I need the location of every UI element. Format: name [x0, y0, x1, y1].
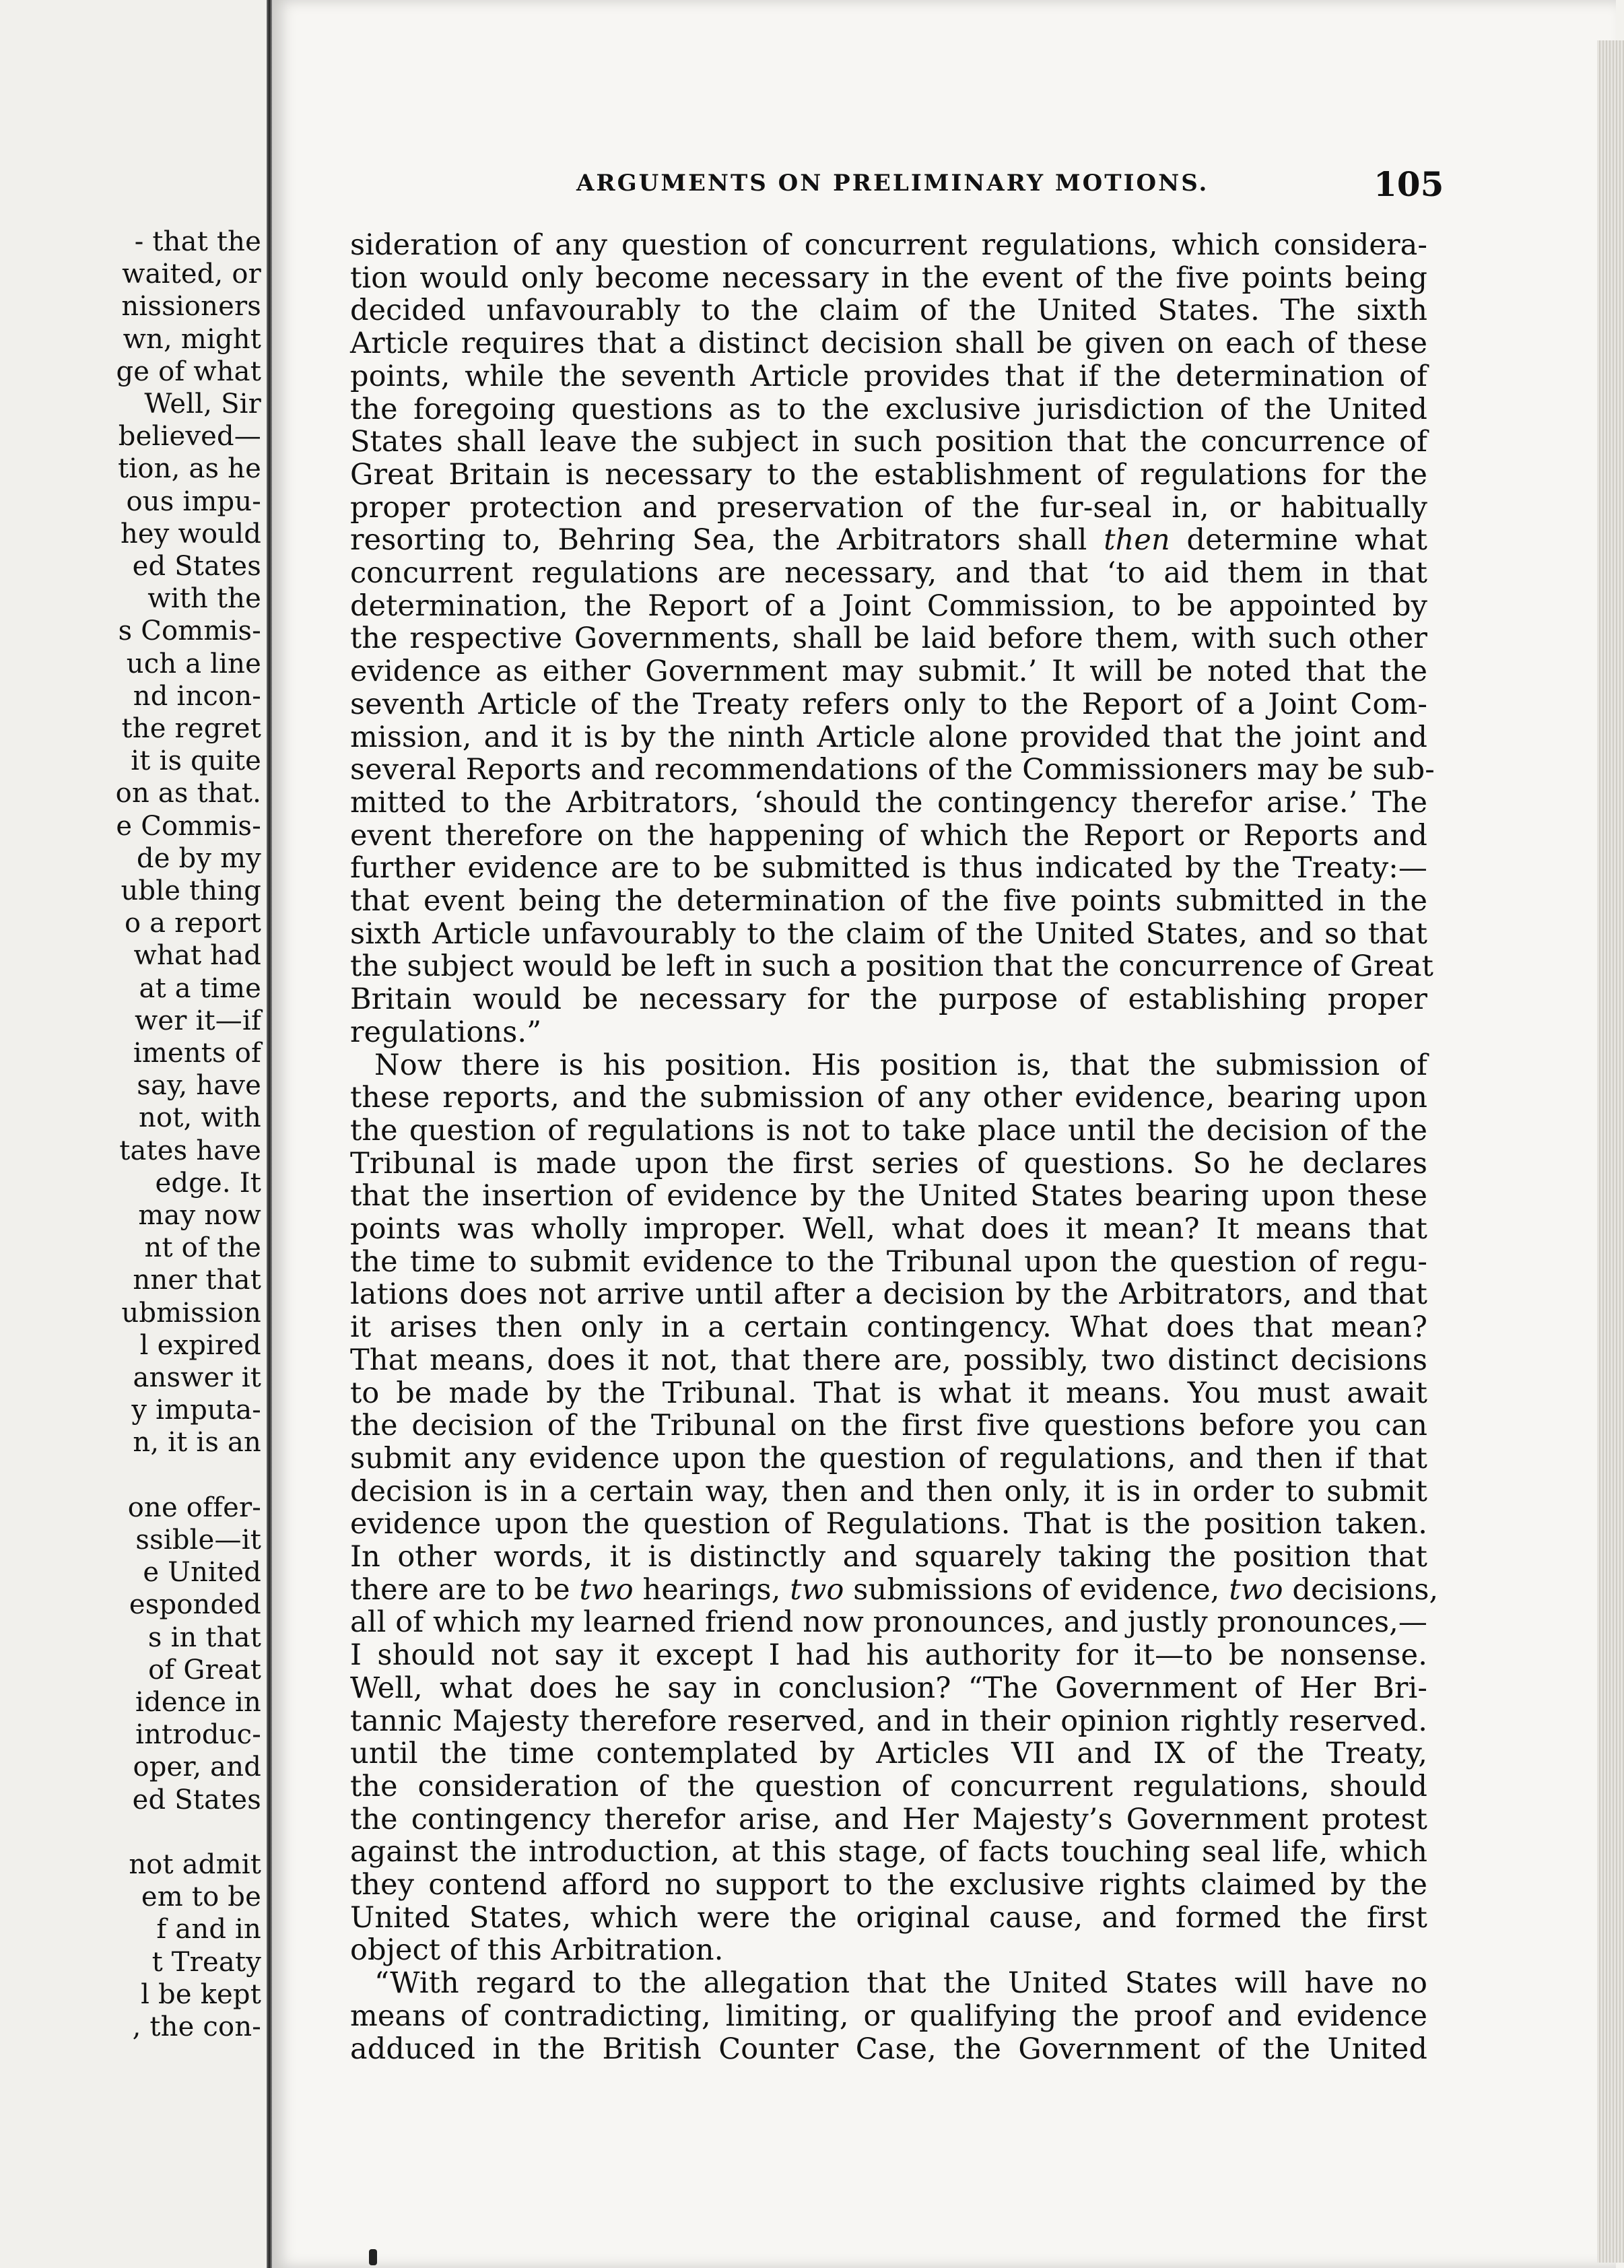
left-page-line: ed States	[132, 1784, 261, 1815]
left-page-line: l expired	[139, 1329, 261, 1361]
left-page-line: one offer-	[127, 1492, 261, 1523]
body-line: In other words, it is distinctly and squarely taking the position that	[350, 1540, 1427, 1574]
left-page-line: , the con-	[132, 2011, 261, 2042]
left-page-line: e United	[143, 1557, 261, 1589]
body-line: I should not say it except I had his authority for it—to be nonsense.	[350, 1638, 1427, 1673]
body-line: Tribunal is made upon the first series of questions. So he declares	[350, 1146, 1427, 1180]
left-page-line: t Treaty	[151, 1946, 261, 1978]
body-line: decided unfavourably to the claim of the United States. The sixth	[350, 294, 1427, 328]
body-line: sideration of any question of concurrent regulations, which considera-	[350, 228, 1427, 262]
left-page-line: oper, and	[133, 1752, 261, 1783]
left-page-line: wn, might	[123, 323, 261, 355]
body-line: Article requires that a distinct decision shall be given on each of these	[350, 327, 1427, 361]
body-line: the respective Governments, shall be laid before them, with such other	[350, 622, 1427, 656]
left-page-line: not, with	[138, 1102, 261, 1134]
body-line: concurrent regulations are necessary, and that ‘to aid them in that	[350, 556, 1427, 590]
left-page-line: nd incon-	[133, 680, 261, 712]
body-line: object of this Arbitration.	[350, 1933, 724, 1968]
left-page-line: ge of what	[116, 356, 261, 387]
body-line: several Reports and recommendations of the Commissioners may be sub-	[350, 753, 1435, 787]
body-line: the consideration of the question of concurrent regulations, should	[350, 1769, 1427, 1803]
left-page-line: with the	[147, 583, 261, 615]
left-page-line: the regret	[121, 713, 261, 744]
body-line: it arises then only in a certain contingency. What does that mean?	[350, 1310, 1427, 1345]
left-page-line: uble thing	[121, 875, 261, 906]
book-gutter	[267, 0, 272, 2268]
left-page-line: uch a line	[126, 648, 261, 679]
left-page-line: de by my	[136, 842, 261, 874]
left-page-line: hey would	[120, 518, 261, 549]
left-page-line: edge. It	[155, 1167, 261, 1199]
body-line: United States, which were the original cause, and formed the first	[350, 1900, 1427, 1935]
left-page-line: nner that	[133, 1265, 261, 1296]
left-page-line: of Great	[148, 1654, 261, 1686]
left-page-line: n, it is an	[133, 1427, 261, 1459]
left-page-line: esponded	[129, 1589, 261, 1621]
left-page-line: answer it	[133, 1362, 261, 1393]
body-line: the time to submit evidence to the Tribunal upon the question of regu-	[350, 1244, 1427, 1279]
left-page-line: Well, Sir	[144, 389, 261, 420]
left-page-line: ed States	[132, 551, 261, 582]
body-line: the foregoing questions as to the exclusive jurisdiction of the United	[350, 392, 1427, 426]
body-line: submit any evidence upon the question of regulations, and then if that	[350, 1441, 1427, 1475]
body-line: the question of regulations is not to take place until the decision of the	[350, 1113, 1427, 1147]
left-page-line: not admit	[129, 1849, 261, 1880]
left-page-line: l be kept	[141, 1978, 261, 2010]
body-line: the decision of the Tribunal on the first five questions before you can	[350, 1409, 1427, 1443]
body-line: lations does not arrive until after a decision by the Arbitrators, and that	[350, 1277, 1427, 1312]
left-page-line: on as that.	[115, 778, 261, 809]
body-line: they contend afford no support to the exclusive rights claimed by the	[350, 1868, 1427, 1902]
body-line: tion would only become necessary in the event of the five points being	[350, 261, 1427, 295]
left-page-line: say, have	[137, 1070, 261, 1102]
body-line: further evidence are to be submitted is thus indicated by the Treaty:—	[350, 851, 1427, 886]
body-line: tannic Majesty therefore reserved, and in their opinion rightly reserved.	[350, 1704, 1427, 1738]
left-page-line: may now	[138, 1200, 261, 1231]
left-page-line: what had	[133, 940, 261, 972]
body-line: That means, does it not, that there are, possibly, two distinct decisions	[350, 1343, 1427, 1377]
body-line: event therefore on the happening of which the Report or Reports and	[350, 818, 1427, 853]
page-number: 105	[1374, 164, 1444, 204]
body-line: determination, the Report of a Joint Commission, to be appointed by	[350, 589, 1427, 623]
page-edges	[1597, 40, 1624, 2263]
left-page-line: tion, as he	[118, 453, 261, 485]
body-line: to be made by the Tribunal. That is what it means. You must await	[350, 1376, 1427, 1410]
left-page-line: wer it—if	[134, 1005, 261, 1036]
left-page-line: y imputa-	[131, 1395, 261, 1426]
scan-artifact-mark	[369, 2249, 377, 2265]
left-page-line: nt of the	[144, 1232, 261, 1264]
left-page-line: waited, or	[122, 259, 261, 290]
left-page-line: introduc-	[135, 1719, 261, 1751]
body-line: that the insertion of evidence by the United States bearing upon these	[350, 1179, 1427, 1213]
left-page-line: iments of	[133, 1038, 261, 1069]
body-line: Now there is his position. His position is, that the submission of	[374, 1048, 1427, 1082]
left-page-line: e Commis-	[116, 810, 261, 842]
left-page-line: ous impu-	[126, 486, 261, 517]
body-line: until the time contemplated by Articles VII and IX of the Treaty,	[350, 1737, 1427, 1771]
left-page	[0, 0, 269, 2268]
body-line: that event being the determination of the five points submitted in the	[350, 884, 1427, 918]
left-page-line: at a time	[139, 972, 261, 1004]
left-page-line: ubmission	[121, 1297, 261, 1329]
body-line: these reports, and the submission of any other evidence, bearing upon	[350, 1081, 1427, 1115]
body-line: “With regard to the allegation that the United States will have no	[374, 1966, 1427, 2001]
body-line: States shall leave the subject in such position that the concurrence of	[350, 425, 1427, 459]
left-page-line: - that the	[134, 226, 261, 257]
body-line: mitted to the Arbitrators, ‘should the contingency therefor arise.’ The	[350, 785, 1427, 820]
body-line: resorting to, Behring Sea, the Arbitrators shall then determine what	[350, 523, 1427, 558]
left-page-text-fragments	[0, 0, 264, 2268]
body-line: seventh Article of the Treaty refers only to the Report of a Joint Com-	[350, 687, 1427, 721]
body-line: proper protection and preservation of the fur-seal in, or habitually	[350, 490, 1427, 525]
left-page-line: s in that	[147, 1622, 261, 1653]
left-page-line: s Commis-	[118, 615, 261, 647]
body-line: regulations.”	[350, 1015, 542, 1049]
body-line: there are to be two hearings, two submissions of evidence, two decisions,	[350, 1572, 1439, 1607]
body-line: the contingency therefor arise, and Her Majesty’s Government protest	[350, 1802, 1427, 1836]
body-line: Well, what does he say in conclusion? “The Government of Her Bri-	[350, 1671, 1427, 1705]
body-line: mission, and it is by the ninth Article alone provided that the joint and	[350, 720, 1427, 754]
body-line: decision is in a certain way, then and then only, it is in order to submit	[350, 1474, 1427, 1508]
left-page-line: ssible—it	[135, 1525, 261, 1556]
body-line: means of contradicting, limiting, or qualifying the proof and evidence	[350, 1999, 1427, 2033]
left-page-line: nissioners	[121, 291, 261, 323]
left-page-line: o a report	[124, 908, 261, 939]
left-page-line: em to be	[141, 1881, 261, 1913]
body-line: evidence upon the question of Regulations. That is the position taken.	[350, 1507, 1427, 1541]
running-head: ARGUMENTS ON PRELIMINARY MOTIONS.	[576, 170, 1209, 197]
body-line: points, while the seventh Article provides that if the determination of	[350, 359, 1427, 393]
left-page-line: f and in	[156, 1914, 261, 1945]
body-line: adduced in the British Counter Case, the Government of the United	[350, 2032, 1427, 2066]
left-page-line: idence in	[135, 1687, 261, 1718]
body-line: sixth Article unfavourably to the claim of the United States, and so that	[350, 916, 1427, 951]
body-line: the subject would be left in such a position that the concurrence of Great	[350, 949, 1434, 984]
left-page-line: it is quite	[131, 745, 261, 777]
body-line: evidence as either Government may submit.’ It will be noted that the	[350, 655, 1427, 689]
body-line: Great Britain is necessary to the establishment of regulations for the	[350, 457, 1427, 492]
left-page-line: tates have	[119, 1135, 261, 1166]
body-line: all of which my learned friend now pronounces, and justly pronounces,—	[350, 1605, 1427, 1640]
body-line: Britain would be necessary for the purpose of establishing proper	[350, 982, 1427, 1017]
body-line: points was wholly improper. Well, what does it mean? It means that	[350, 1212, 1427, 1246]
left-page-line: believed—	[118, 421, 261, 453]
body-line: against the introduction, at this stage, of facts touching seal life, which	[350, 1835, 1427, 1869]
